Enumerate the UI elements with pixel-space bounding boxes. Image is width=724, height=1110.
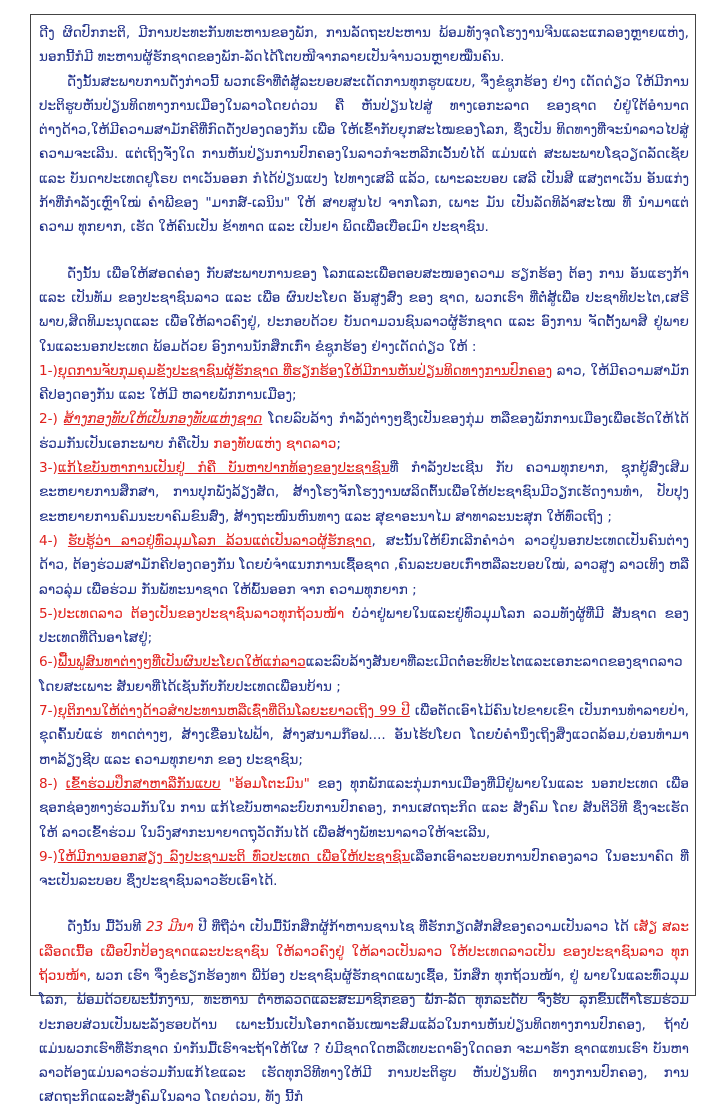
demand-emphasis: ສ້າງກອງທັບໃຫ້ເປັນກອງທັບແຫ່ງຊາດ [63, 411, 263, 428]
demand-text: ບໍ່ວ່າຢູ່ພາຍໃນແລະຢູ່ທົ່ວມຸມໂລກ ລວມທັງຜູ້ທີ່ມີ ສັນຊາດ ຂອງ ປະເທດທີ່ດີນອາໄສຢູ່; [39, 605, 689, 647]
demand-item-2 [39, 407, 689, 456]
demand-number: 2-) [39, 411, 64, 428]
demand-emphasis: ເຂົ້າຮ່ວມປຶກສາຫາລືກັນແບບ [65, 775, 221, 792]
demand-text: ຂອງ ທຸກພັກແລະກຸ່ມການເມືອງທີ່ມີຢູ່ພາຍໃນແລະ ນອກປະເທດ ເພື່ອ ຊອກຊ່ອງທາງຮ່ວມກັນໃນ ການ ແກ້ໄຂບັນຫາລະບົບການປົກຄອງ, ການເສດຖະກິດ ແລະ ສັງຄົມ ໂດຍ ສັນຕິວິທີ ຊຶ່ງຈະເຮັດ ໃຫ້ ລາວເຂົ້າຮ່ວມ ໃນວົງສາກະນາຍາດຖຸວັດກັນໄດ້ ເພື່ອສ້າງພັທະນາລາວໃຫ້ຈະເລີນ, [39, 775, 689, 841]
demand-text: ແລະລົບລ້າງສັນຍາທີ່ລະເມີດຕໍ່ອະທິປະໄຕແລະເອກະລາດຂອງຊາດລາວ ໂດຍສະເພາະ ສັນຍາທີ່ໄດ້ເຊັນກັບກັບປະເທດເພື່ອນບ້ານ ; [39, 654, 683, 695]
demand-emphasis: ປະເທດລາວ ຕ້ອງເປັນຂອງປະຊາຊົນລາວທຸກຖ້ວນໜ້າ [57, 605, 345, 622]
paragraph-1: ດີງ ຜິດປົກກະຕິ, ມີການປະທະກັນທະຫານຂອງພັກ, ການລັດຖະປະຫານ ພ້ອມທັງຈຸດໂຮງງານຈີນແລະແກລອງຫຼາຍແຫ່ງ, ນອກນີ້ກໍມີ ທະຫານຜູ້ຮັກຊາດຂອງພັກ-ລັດໄດ້ໂຕບໜີຈາກລາຍເປັນຈຳນວນຫຼາຍໝື່ນຄົນ. [39, 25, 689, 66]
demand-emphasis-2: ກອງທັບແຫ່ງ ຊາດລາວ [213, 435, 337, 452]
demand-text: ເລືອກເອົາລະບອບການປົກຄອງລາວ ໃນອະນາຄົດ ທີ່ຈະເປັນລະບອບ ຊຶ່ງປະຊາຊົນລາວຮັບເອົາໄດ້. [39, 848, 689, 890]
demand-item-7 [39, 699, 689, 772]
demand-number: 9-) [39, 848, 58, 865]
demand-emphasis: ແກ້ໄຂບັນຫາການເປັນຢູ່ ກໍຄື ບັນຫາປາກທ້ອງຂອງປະຊາຊົນ [57, 460, 390, 477]
demand-number: 4-) [39, 532, 68, 549]
demand-text: ເພື່ອຕັດເອົາໄມ້ຄົນໄປຂາຍເຂົາ ເປັນການທຳລາຍປ່າ, ຂຸດຄົ້ນບໍ່ແຮ່ ທາດຕ່າງໆ, ສ້າງເຂື່ອນໄຟຟ້າ, ສ້າງສນາມກ໊ອຟ.... ອັນໄຮ້ປໂຍດ ໂດຍບໍ່ຄຳນຶ່ງເຖິງສິ່ງແວດລ້ອມ,ບ່ອນທຳມາ ຫາລ້ຽງຊີບ ແລະ ຄວາມທຸກຍາກ ຂອງ ປະຊາຊົນ; [39, 703, 689, 768]
document-page [30, 14, 696, 1106]
demand-number: 8-) [39, 775, 66, 792]
demand-quote: "ອ້ອມໂຕະມົນ" [228, 775, 310, 792]
demand-emphasis: ຍຸດການຈັບກຸມຄຸມຂັງປະຊາຊົນຜູ້ຮັກຊາດ ທີ່ຮຽກຮ້ອງໃຫ້ມີການຫັນປ່ຽນທິດທາງການປົກຄອງ [57, 362, 553, 379]
demand-item-1 [39, 359, 689, 408]
paragraph-2: ດັ່ງນັ້ນສະພາບການດັ່ງກ່າວນີ້ ພວກເຮົາທີ່ຕໍ່ສູ້ລະບອບສະເດັດການທຸກຮູບແບບ, ຈຶ່ງຂໍຊູກຮ້ອງ ຢ່າງ ເດັດດ່ຽວ ໃຫ້ມີການປະຕິຮູບຫັນປ່ຽນທິດທາງການເມືອງໃນລາວໂດຍດ່ວນ ຄື ຫັນປ່ຽນໄປສູ່ ທາງເອກະລາດ ຂອງຊາດ ບໍ່ຢູ່ໃຕ້ອຳນາດຕ່າງດ້າວ,ໃຫ້ມີຄວາມສາມັກຄີທີ່ກົດດັ່ງປອງດອງກັນ ເພື່ອ ໃຫ້ເຂົ້າກັບຍຸກສະໄໝຂອງໂລກ, ຊຶ່ງເປັນ ທິດທາງທີ່ຈະນຳລາວໄປສູ່ຄວາມຈະເລີນ. ແຕ່ເຖິງຈັ່ງໃດ ການຫັນປ່ຽນການປົກຄອງໃນລາວກໍຈະຫລີກເວັ້ນບໍ່ໄດ້ ແມ່ນແຕ່ ສະພະພາບໂຊວຽດລັດເຊັຍ ແລະ ບັນດາປະເທດຢູໂຣບ ຕາເວັນອອກ ກໍໄດ້ປ່ຽນແປງ ໄປທາງເສລີ ແລ້ວ, ເພາະລະບອບ ເສລີ ເປັນສີ ແສງຕາເວັນ ອັນແກ່ງກ້າທີ່ກຳລັງເຫຼົາໃໝ່ ຄຳພີຂອງ "ມາກສ໌-ເລນິນ" ໃຫ້ ສາບສູນໄປ ຈາກໂລກ, ເພາະ ມັນ ເປັນລັດທິລ້າສະໄໝ ທີ່ ນຳມາແຕ່ ຄວາມ ທຸກຍາກ, ເຮັດ ໃຫ້ຄົນເປັນ ຂ້າທາດ ແລະ ເປັນຢາ ພິດເພື່ອເບື່ອເມົາ ປະຊາຊົນ. [39, 73, 689, 236]
demand-text-2: ; [336, 435, 341, 452]
demand-number: 7-) [39, 703, 58, 720]
demand-emphasis: ຟື້ນຟູສົນທາຕ່າງໆທີ່ເປັນຜົນປະໂຍດໃຫ້ແກ່ລາວ [57, 654, 306, 671]
paragraph-4-middle: ປີ ທີ່ຖືວ່າ ເປັນມື້ນັກສຶກຜູ້ກ້າຫານຊານໄຊ ທີ່ຮັກກຽດສັກສີຂອງຄວາມເປັນລາວ ໄດ້ [193, 919, 634, 936]
paragraph-4 [39, 915, 689, 1109]
demand-number: 1-) [39, 362, 58, 379]
paragraph-3: ດັ່ງນັ້ນ ເພື່ອໃຫ້ສອດຄ່ອງ ກັບສະພາບການຂອງ ໂລກແລະເພື່ອຕອບສະໜອງຄວາມ ຮຽກຮ້ອງ ຕ້ອງ ການ ອັນແຮງກ້າ ແລະ ເປັນທັມ ຂອງປະຊາຊົນລາວ ແລະ ເພື່ອ ຜົນປະໂຍດ ອັນສູງສົ່ງ ຂອງ ຊາດ, ພວກເຮົາ ທີ່ຕໍ່ສູ້ເພື່ອ ປະຊາທິປະໄຕ,ເສຣີພາບ,ສິດທິມະນຸດແລະ ເພື່ອໃຫ້ລາວຄົງຢູ່, ປະກອບດ້ວຍ ບັນດາມວນຊົນລາວຜູ້ຮັກຊາດ ແລະ ອົງການ ຈັດຕັ້ງພາສີ ຢູ່ພາຍ ໃນແລະນອກປະເທດ ພ້ອມດ້ວຍ ອົງການນັກສຶກເກົ່າ ຂໍຊູກຮ້ອງ ຢ່າງເດັດດ່ຽວ ໃຫ້ : [39, 265, 689, 355]
demand-text: ໂດຍລົບລ້າງ ກຳລັງຕ່າງໆຊຶ່ງເປັນຂອງກຸ່ມ ຫລືຂອງພັກການເມືອງເພື່ອເຮັດໃຫ້ໄດ້ຮ່ວມກັນເປັນເອກະພາບ ກໍຄືເປັນ [39, 411, 689, 452]
demand-text: , ສະນັ້ນໃຫ້ຍົກເລີກຄຳວ່າ ລາວຢູ່ນອກປະເທດເປັນຄົນຕ່າງ ດ້າວ, ຕ້ອງຮ່ວມສາມັກຄີປອງດອງກັນ ໂດຍບໍ່ຈຳແນກການເຊື້ອຊາດ ,ຄົນລະບອບເກົ່າຫລືລະບອບໃໝ່, ລາວສູງ ລາວເທິງ ຫລື ລາວລຸ່ມ ເພື່ອຮ່ວມ ກັນພັທະນາຊາດ ໃຫ້ພົ້ນອອກ ຈາກ ຄວາມທຸກຍາກ ; [39, 532, 690, 598]
demand-item-6 [39, 650, 689, 699]
demand-emphasis: ໃຫ້ມີການອອກສຽງ ລົງປະຊາມະຕິ ທົ່ວປະເທດ ເພື່ອໃຫ້ປະຊາຊົນ [57, 848, 411, 865]
demand-item-3 [39, 456, 689, 529]
demand-item-9 [39, 845, 689, 894]
demand-text: ທີ່ ກຳລັງປະເຊີນ ກັບ ຄວາມທຸກຍາກ, ຊຸກຍູ້ສົ່ງເສີມ ຂະຫຍາຍການສຶກສາ, ການປຸກພັງລ້ຽງສັດ, ສ້າງໂຮງຈັກໂຮງງານຜລິດຕົ້ນເພື່ອໃຫ້ປະຊາຊົນມີວຽກເຮັດງານທຳ, ປັບປຸງ ຂະຫຍາຍການຄົມນະບາຄົມຂົນສົ່ງ, ສ້າງຖະໜົນຫົນທາງ ແລະ ສຸຂາອະນາໄມ ສາທາລະນະສຸກ ໃຫ້ທົ່ວເຖິງ ; [39, 460, 689, 525]
demand-item-4 [39, 529, 689, 602]
paragraph-gap [39, 240, 689, 262]
paragraph-gap [39, 893, 689, 915]
demand-number: 5-) [39, 605, 58, 622]
demand-emphasis: ຍຸຕິການໃຫ້ຕ່າງດ້າວສຳປະທານຫລືເຊົ່າທີ່ດິນໂລຍະຍາວເຖິງ 99 ປີ [57, 703, 410, 720]
demand-item-8 [39, 772, 689, 845]
demand-number: 6-) [39, 654, 58, 671]
paragraph-4-rest: , ພວກ ເຮົາ ຈຶ່ງຂໍຮຽກຮ້ອງທາ ພີ່ນ້ອງ ປະຊາຊົນຜູ້ຮັກຊາດແພງເຊື້ອ, ນັກສຶກ ທຸກຖ້ວນໜ້າ, ຢູ່ ພາຍໃນແລະທົ່ວມຸມໂລກ, ພ້ອມດ້ວຍພະນັກງານ, ທະຫານ ຕຳຫລວດແລະສະມາຊິກຂອງ ພັກ-ລັດ ທຸກລະດັບ ຈົ່ງຮັບ ລຸກຂື້ນເຕົ້າໂຮມຮ່ວມປະກອບສ່ວນເປັນພະລັງຮອບດ້ານ ເພາະນັ້ນເປັນໂອກາດອັນເໝາະສົມແລ້ວໃນການຫັນປ່ຽນທິດທາງການປົກຄອງ, ຖ້າບໍ່ ແມ່ນພວກເຮົາທີ່ຮັກຊາດ ນຳກັນມື້ເຮົາຈະຖ້າໃຫ້ໃຜ ? ບໍ່ມີຊາດໃດຫລືເທບະດາອົງໃດດອກ ຈະມາຮັກ ຊາດແທນເຮົາ ບັນຫາລາວຕ້ອງແມ່ນລາວຮ່ວມກັນແກ້ໄຂແລະ ເຮັດທຸກວິທີທາງໃຫ້ມີ ການປະຕິຮູບ ຫັນປ່ຽນທິດ ທາງການປົກຄອງ, ການເສດຖະກິດແລະສັງຄົມໃນລາວ ໂດຍດ່ວນ, ທັງ ນີ້ກໍ [39, 967, 689, 1106]
demand-emphasis: ຮັບຮູ້ວ່າ ລາວຢູ່ທົ່ວມຸມໂລກ ລ້ວນແຕ່ເປັນລາວຜູ້ຮັກຊາດ [67, 532, 372, 549]
demand-item-5 [39, 602, 689, 651]
paragraph-4-intro: ດັ່ງນັ້ນ ມື້ວັນທີ [67, 919, 147, 936]
demand-text: ລາວ, ໃຫ້ມີຄວາມສາມັກ ຄີປອງດອງກັນ ແລະ ໃຫ້ມີ ຫລາຍພັກການເມືອງ; [39, 362, 689, 404]
paragraph-4-emphasis: ເສັຽ ສລະເລືອດເນື້ອ ເພື່ອປົກປ້ອງຊາດແລະປະຊາຊົນ ໃຫ້ລາວຄົງຢູ່ ໃຫ້ລາວເປັນລາວ ໃຫ້ປະເທດລາວເປັນ ຂອງປະຊາຊົນລາວ ທຸກຖ້ວນໜ້າ [39, 919, 689, 984]
paragraph-4-date: 23 ມີນາ [146, 919, 194, 936]
demand-number: 3-) [39, 460, 58, 477]
